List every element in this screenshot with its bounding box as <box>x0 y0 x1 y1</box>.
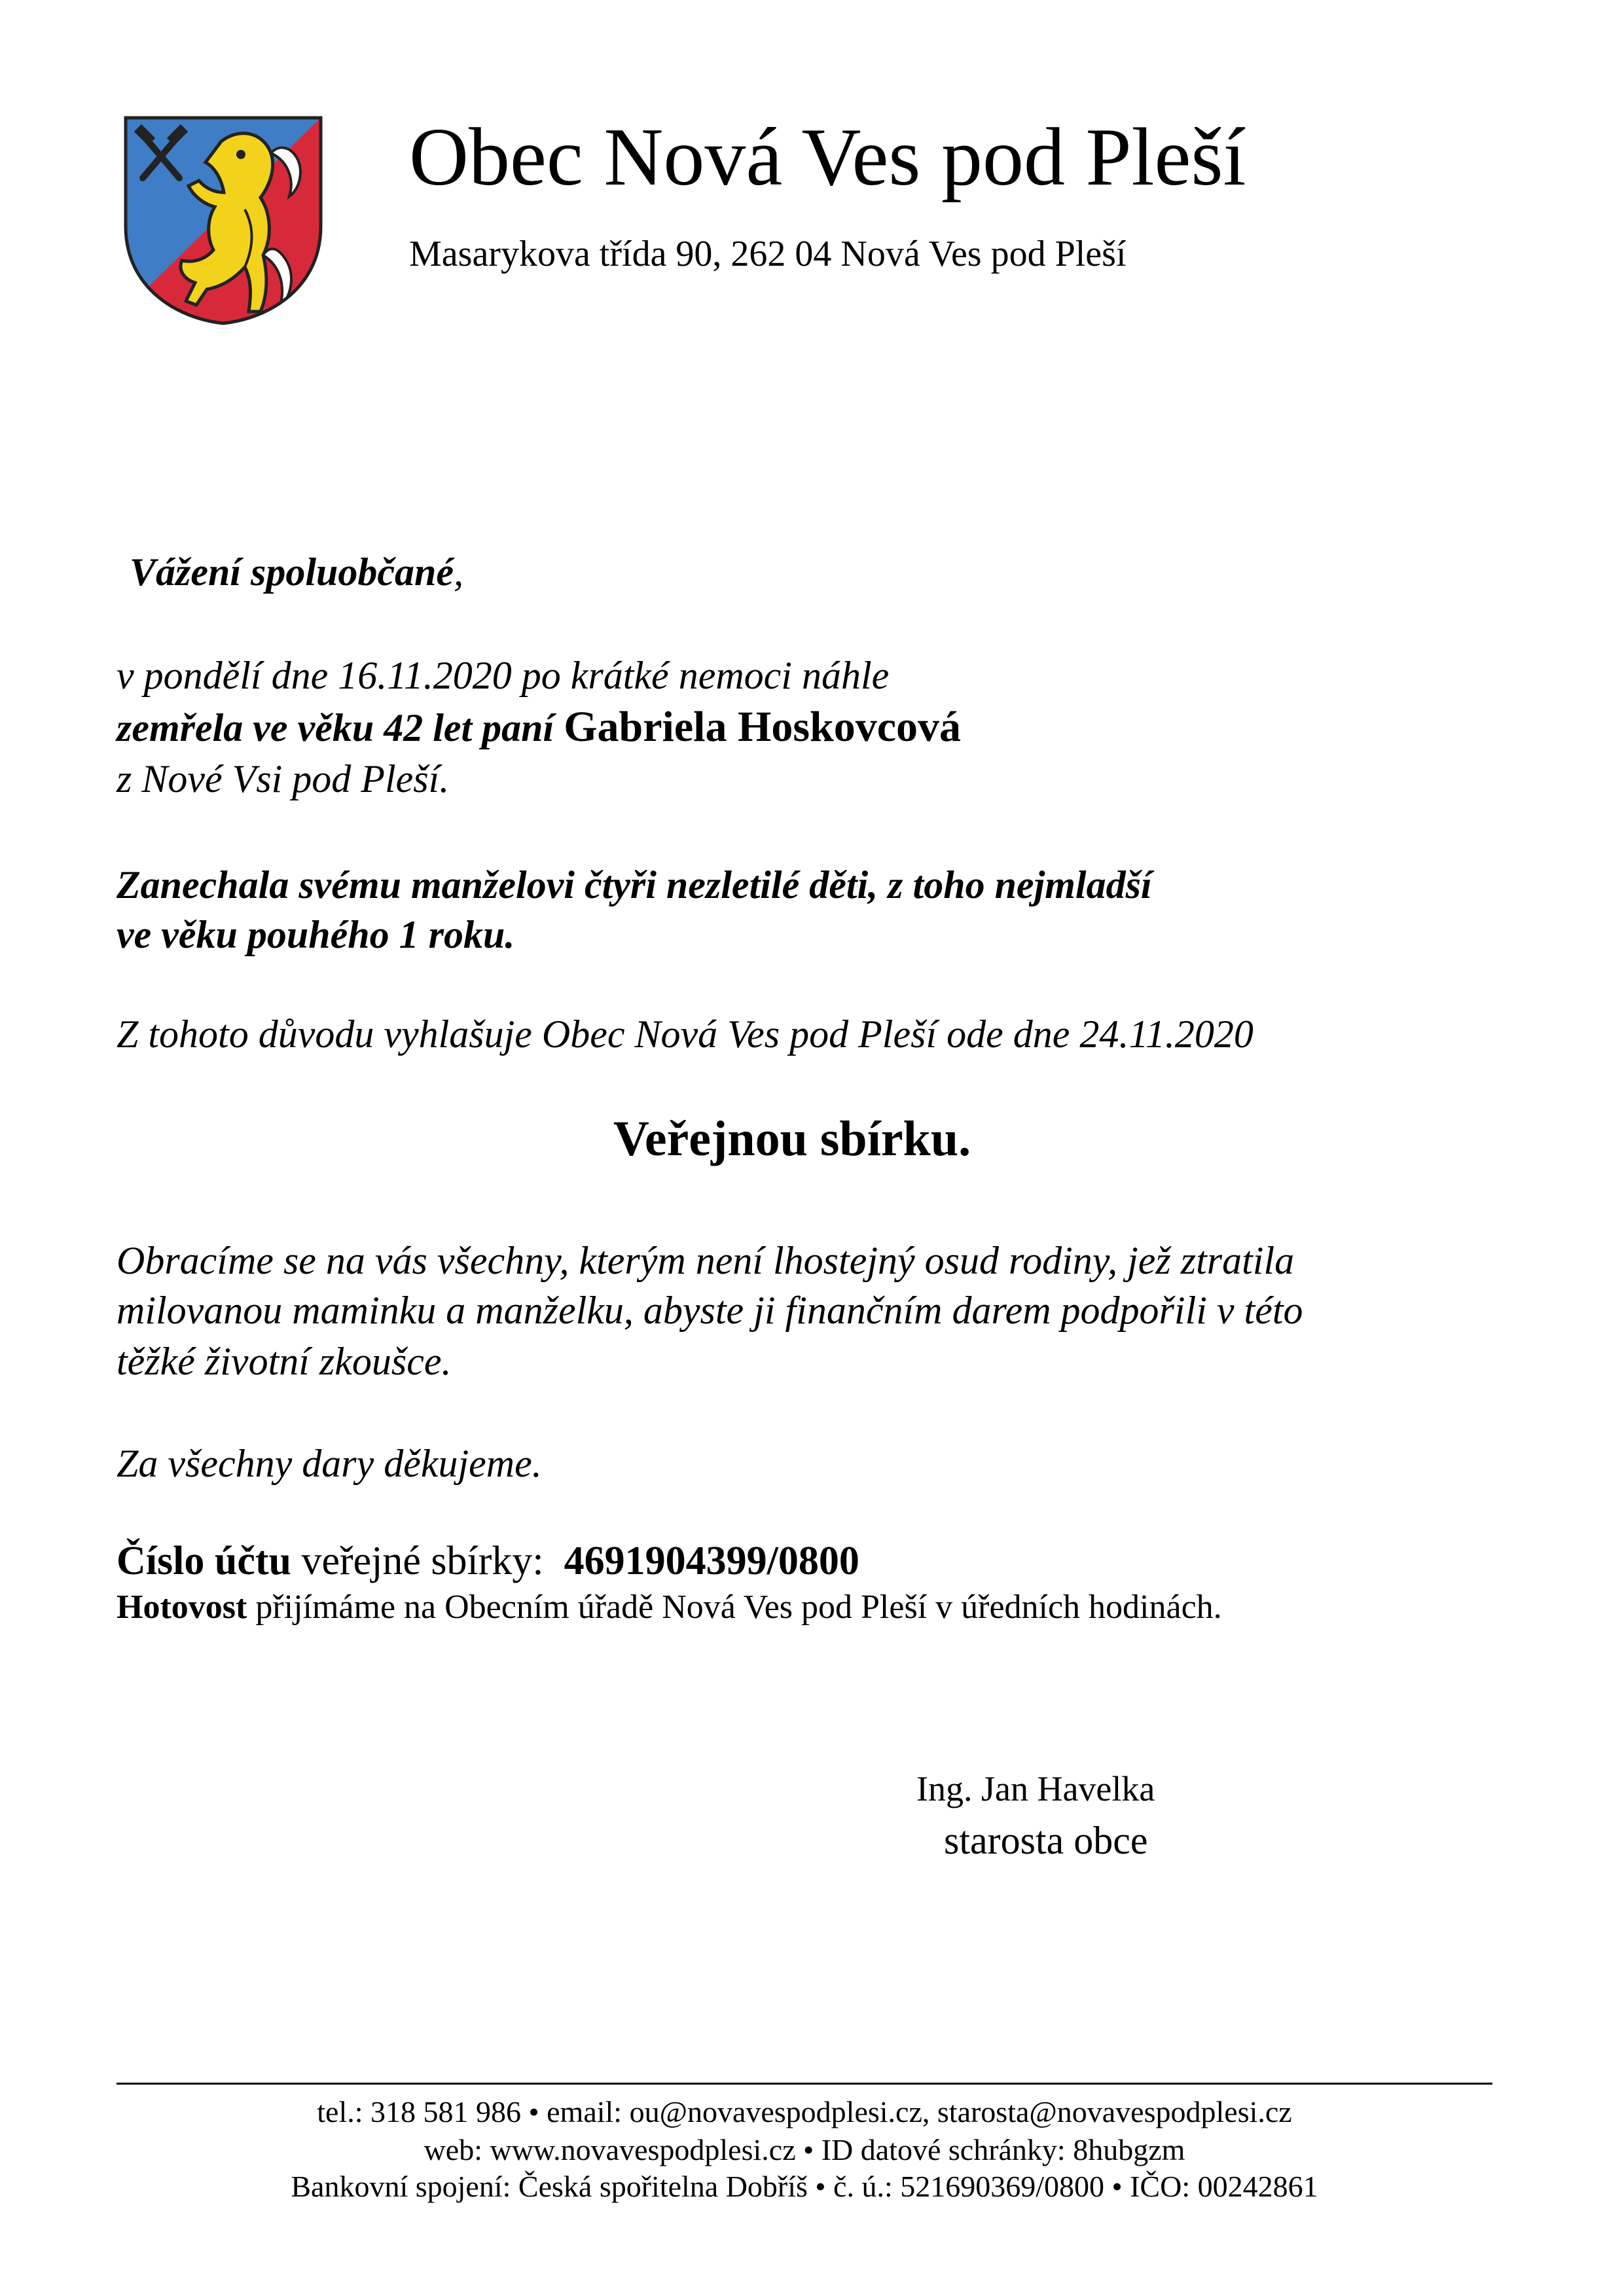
signature-role: starosta obce <box>944 1819 1148 1862</box>
municipality-address: Masarykova třída 90, 262 04 Nová Ves pod Pleší <box>409 234 1127 274</box>
collection-heading: Veřejnou sbírku. <box>613 1111 971 1166</box>
footer-web: web: www.novavespodplesi.cz • ID datové schránky: 8hubgzm <box>424 2133 1185 2166</box>
account-line <box>117 1541 859 1581</box>
announcement-line-2 <box>117 703 962 751</box>
account-label: Číslo účtu <box>117 1539 291 1583</box>
appeal-line-2: milovanou maminku a manželku, abyste ji finančním darem podpořili v této <box>117 1289 1303 1332</box>
cash-label: Hotovost <box>117 1588 247 1626</box>
footer-contact: tel.: 318 581 986 • email: ou@novavespodplesi.cz, starosta@novavespodplesi.cz <box>317 2095 1292 2128</box>
signature-name: Ing. Jan Havelka <box>916 1769 1155 1808</box>
family-line-1: Zanechala svému manželovi čtyři nezletilé děti, z toho nejmladší <box>117 863 1152 906</box>
cash-line <box>117 1590 1222 1624</box>
declaration-line: Z tohoto důvodu vyhlašuje Obec Nová Ves pod Pleší ode dne 24.11.2020 <box>117 1013 1254 1056</box>
appeal-line-3: těžké životní zkoušce. <box>117 1340 452 1383</box>
account-label-rest: veřejné sbírky: <box>291 1539 564 1583</box>
cash-text: přijímáme na Obecním úřadě Nová Ves pod Pleší v úředních hodinách. <box>247 1588 1222 1626</box>
salutation-text: Vážení spoluobčané <box>130 550 454 594</box>
appeal-line-1: Obracíme se na vás všechny, kterým není lhostejný osud rodiny, jež ztratila <box>117 1239 1295 1282</box>
municipality-title: Obec Nová Ves pod Pleší <box>409 112 1246 203</box>
deceased-name: Gabriela Hoskovcová <box>564 703 962 751</box>
salutation <box>130 552 463 592</box>
account-number: 4691904399/0800 <box>564 1539 859 1583</box>
salutation-comma: , <box>454 550 464 594</box>
thanks-line: Za všechny dary děkujeme. <box>117 1442 542 1485</box>
family-line-2: ve věku pouhého 1 roku. <box>117 913 515 956</box>
announcement-line-3: z Nové Vsi pod Pleší. <box>117 757 450 800</box>
footer-divider <box>117 2083 1492 2085</box>
coat-of-arms-icon <box>123 115 323 326</box>
footer-bank: Bankovní spojení: Česká spořitelna Dobříš • č. ú.: 521690369/0800 • IČO: 00242861 <box>291 2170 1318 2203</box>
announcement-line-2-text: zemřela ve věku 42 let paní <box>117 706 564 749</box>
announcement-line-1: v pondělí dne 16.11.2020 po krátké nemoci náhle <box>117 654 890 697</box>
